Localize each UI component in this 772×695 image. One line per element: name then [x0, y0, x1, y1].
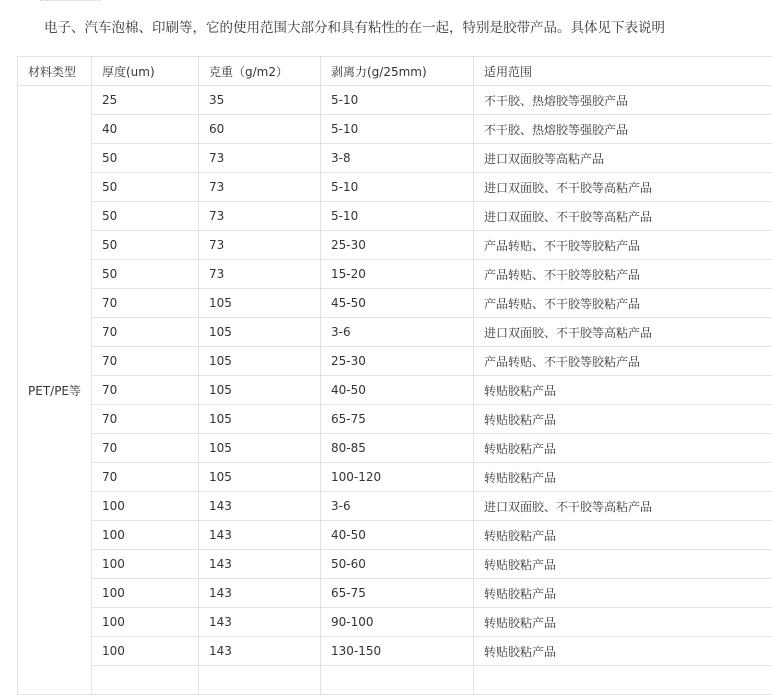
cell-application: 转贴胶粘产品: [474, 579, 772, 608]
cell-peel-force: [321, 666, 474, 695]
cell-thickness: 100: [92, 608, 199, 637]
cell-peel-force: 25-30: [321, 347, 474, 376]
cell-weight: 143: [199, 521, 321, 550]
cell-application: 转贴胶粘产品: [474, 405, 772, 434]
cell-weight: 35: [199, 86, 321, 115]
cell-thickness: 50: [92, 231, 199, 260]
cell-peel-force: 5-10: [321, 173, 474, 202]
header-peel-force: 剥离力(g/25mm): [321, 57, 474, 86]
cell-weight: 60: [199, 115, 321, 144]
cell-weight: 105: [199, 434, 321, 463]
cell-application: 转贴胶粘产品: [474, 434, 772, 463]
cell-application: 转贴胶粘产品: [474, 521, 772, 550]
table-row: [18, 260, 772, 289]
table-row: [18, 173, 772, 202]
cell-thickness: 70: [92, 405, 199, 434]
cell-peel-force: 130-150: [321, 637, 474, 666]
cell-application: 产品转贴、不干胶等胶粘产品: [474, 260, 772, 289]
cell-thickness: 40: [92, 115, 199, 144]
cell-weight: 105: [199, 347, 321, 376]
table-row: [18, 434, 772, 463]
cell-thickness: 70: [92, 463, 199, 492]
cell-peel-force: 5-10: [321, 115, 474, 144]
cell-weight: 143: [199, 579, 321, 608]
cell-thickness: 70: [92, 347, 199, 376]
cell-weight: 105: [199, 463, 321, 492]
cell-thickness: 100: [92, 550, 199, 579]
table-row: [18, 492, 772, 521]
cell-application: 转贴胶粘产品: [474, 463, 772, 492]
cell-weight: 73: [199, 202, 321, 231]
table-row: [18, 115, 772, 144]
cell-weight: 105: [199, 318, 321, 347]
table-row: [18, 521, 772, 550]
cell-weight: 105: [199, 289, 321, 318]
cell-peel-force: 3-6: [321, 492, 474, 521]
cell-application: 不干胶、热熔胶等强胶产品: [474, 86, 772, 115]
cell-thickness: 50: [92, 173, 199, 202]
cell-application: [474, 666, 772, 695]
header-application: 适用范围: [474, 57, 772, 86]
cell-weight: 73: [199, 260, 321, 289]
table-row: [18, 202, 772, 231]
cell-weight: 73: [199, 231, 321, 260]
table-body: [18, 86, 772, 695]
cell-application: 进口双面胶、不干胶等高粘产品: [474, 173, 772, 202]
cell-application: 产品转贴、不干胶等胶粘产品: [474, 347, 772, 376]
cell-weight: 143: [199, 550, 321, 579]
cell-application: 进口双面胶等高粘产品: [474, 144, 772, 173]
cell-peel-force: 100-120: [321, 463, 474, 492]
top-divider: [40, 0, 100, 5]
cell-peel-force: 80-85: [321, 434, 474, 463]
cell-weight: 73: [199, 173, 321, 202]
cell-peel-force: 40-50: [321, 521, 474, 550]
cell-peel-force: 45-50: [321, 289, 474, 318]
cell-weight: 143: [199, 492, 321, 521]
cell-application: 进口双面胶、不干胶等高粘产品: [474, 492, 772, 521]
cell-peel-force: 5-10: [321, 202, 474, 231]
cell-application: 进口双面胶、不干胶等高粘产品: [474, 202, 772, 231]
table-row: [18, 579, 772, 608]
cell-thickness: 50: [92, 144, 199, 173]
cell-thickness: 70: [92, 434, 199, 463]
cell-peel-force: 90-100: [321, 608, 474, 637]
cell-application: 转贴胶粘产品: [474, 637, 772, 666]
cell-peel-force: 65-75: [321, 579, 474, 608]
cell-application: 产品转贴、不干胶等胶粘产品: [474, 289, 772, 318]
cell-thickness: 70: [92, 376, 199, 405]
cell-application: 转贴胶粘产品: [474, 550, 772, 579]
table-row: [18, 144, 772, 173]
header-weight: 克重（g/m2）: [199, 57, 321, 86]
table-row: [18, 463, 772, 492]
table-row: [18, 666, 772, 695]
table-row: [18, 289, 772, 318]
cell-thickness: [92, 666, 199, 695]
cell-thickness: 100: [92, 637, 199, 666]
cell-weight: 105: [199, 376, 321, 405]
header-material-type: 材料类型: [18, 57, 92, 86]
cell-weight: 105: [199, 405, 321, 434]
cell-thickness: 100: [92, 579, 199, 608]
table-row: [18, 86, 772, 115]
cell-application: 不干胶、热熔胶等强胶产品: [474, 115, 772, 144]
cell-thickness: 100: [92, 492, 199, 521]
cell-peel-force: 3-6: [321, 318, 474, 347]
cell-peel-force: 3-8: [321, 144, 474, 173]
table-row: [18, 231, 772, 260]
cell-weight: 143: [199, 637, 321, 666]
cell-thickness: 50: [92, 260, 199, 289]
cell-peel-force: 15-20: [321, 260, 474, 289]
cell-thickness: 70: [92, 289, 199, 318]
cell-material-type: PET/PE等: [18, 86, 92, 695]
table-row: [18, 550, 772, 579]
cell-peel-force: 40-50: [321, 376, 474, 405]
cell-application: 产品转贴、不干胶等胶粘产品: [474, 231, 772, 260]
table-row: [18, 347, 772, 376]
cell-application: 进口双面胶、不干胶等高粘产品: [474, 318, 772, 347]
cell-peel-force: 50-60: [321, 550, 474, 579]
table-row: [18, 376, 772, 405]
cell-weight: [199, 666, 321, 695]
table-header-row: [18, 57, 772, 86]
cell-thickness: 100: [92, 521, 199, 550]
cell-application: 转贴胶粘产品: [474, 608, 772, 637]
cell-peel-force: 25-30: [321, 231, 474, 260]
cell-thickness: 50: [92, 202, 199, 231]
cell-weight: 73: [199, 144, 321, 173]
intro-paragraph: 电子、汽车泡棉、印刷等，它的使用范围大部分和具有粘性的在一起，特别是胶带产品。具体见下表说明: [44, 20, 665, 36]
table-row: [18, 318, 772, 347]
cell-peel-force: 5-10: [321, 86, 474, 115]
table-row: [18, 405, 772, 434]
table-row: [18, 637, 772, 666]
cell-thickness: 70: [92, 318, 199, 347]
header-thickness: 厚度(um): [92, 57, 199, 86]
spec-table: [17, 56, 772, 695]
cell-weight: 143: [199, 608, 321, 637]
cell-peel-force: 65-75: [321, 405, 474, 434]
cell-application: 转贴胶粘产品: [474, 376, 772, 405]
cell-thickness: 25: [92, 86, 199, 115]
table-row: [18, 608, 772, 637]
